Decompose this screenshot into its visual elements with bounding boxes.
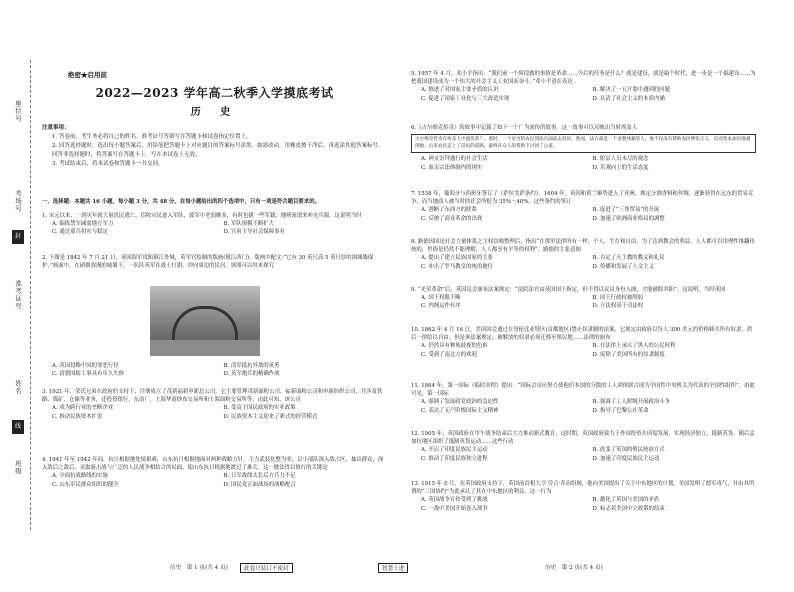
option: C. 一战中美国开始卷入战争	[421, 505, 488, 512]
question-stem: 10. 1862 年 4 月 16 日，美国国会通过在哥伦比亚特区(首都地区)禁止奴隶制的法案，它规定由政府以每人 300 美元的价格赎买所有奴隶，然后一律给以自由。但是该法案规定，被解放的奴隶必须迁移至殖民地……法律的颁布	[411, 327, 753, 342]
option: B. 促进了“三角贸易”的开展	[592, 207, 660, 214]
option: D. 立法权高于司法权	[592, 303, 644, 310]
option: A. 国王权限不断	[421, 295, 461, 302]
option: D. 认清了社会主义的本质内涵	[592, 95, 665, 102]
question-stem: 13. 1915 年 5 月，在英国政府支持下，英国前首相大卫·劳合·乔治组阁，他向美国提出了关于中东地区的计划。美国发明了德军毒气，并由其所谓的“三国协约”为此承认了其在中东地区的利益。这一行为	[411, 481, 755, 496]
notice-section	[42, 124, 387, 169]
binding-strip	[8, 60, 34, 530]
right-page-number: 历史 第 2 页(共 4 页)	[545, 565, 603, 571]
left-page-number: 历史 第 1 页(共 4 页)	[170, 565, 228, 571]
question-8	[411, 238, 756, 271]
question-7	[411, 190, 756, 223]
question-stem: 1. 宋元以来，一到灾年就大量饥民逃亡，招收灾民进入军队，致军中老弱颇多，有时也挑一些军籍，地痞流氓来补充兵源。这说明当时	[42, 213, 362, 219]
question-stem: 8. 路德因国是社会力量体系之主权结构整理后，指出“在那里法律所有一样，个人，生存和自由，为了达到教会的利益，人人都可以用理性推翻传统的，世俗是仍然不能理解，人人都享有平等的权利”。路德的主张意图	[411, 239, 755, 254]
option: A. 全面抗战路线的实施	[52, 473, 108, 480]
question-stem: 11. 1864 年，第一国际《临时章程》提出：“国际会员应努力使他们本国的分散的工人团体联合成为全国性中央机关为代表的全国性组织”。由此可见，第一国际	[411, 383, 755, 398]
question-stem: 5. 1957 年 4 月，邓小平指出：“我们前一个阶段做的事情是革命……今后的任务是什么？就是建设，就是搞个时代，进一步是一个搞建设……为把我国建设成为一个伟大的社会主义工业国而奋斗。”邓小平意在表达	[411, 71, 756, 86]
question-stem: 12. 1905 年，英国政府在甲午战争结束后大力推动新式教育，这时期，英国政府致力于外国投资在印度发展，实现经济独立，抵制英货。随后孟加拉地区组织了抵制英货运动……这些行动	[411, 431, 755, 446]
option: D. 乐观向上的生活态度	[592, 164, 649, 171]
seat-number-label: 座位号	[14, 100, 22, 123]
question-3	[42, 388, 387, 421]
question-stem: 2. 下图是 1842 年 7 月 21 日，英国海军攻陷镇江外城，英军官绘制的版画(镇江西门)。版画中配文:“它有 30 英尺高 5 英尺厚的围城墙保护，”画面中，在硝烟弥漫的城墙下，一队队英军在战士打旗，冲向周边的民居。该图可以用来探究	[42, 255, 374, 270]
option: A. 推进了对国家主要矛盾的认识	[421, 87, 499, 94]
option: B. 在法律上承认了黑人的公民权利	[592, 343, 676, 350]
option: D. 民族资本主义迎来了新式的经营模式	[223, 413, 318, 420]
candidate-number-label: 准考证号	[14, 280, 22, 310]
notice-item: 2. 回答选择题时，选出每小题答案后，用铅笔把答题卡上对应题目的答案标号涂黑。如需改动，用橡皮擦干净后，再选涂其他答案标号。回答非选择题时，将答案写在答题卡上。写在本试卷上无效。	[52, 143, 384, 158]
option: D. 英军炮兵的精确作战	[223, 371, 280, 378]
notice-item: 3. 考试结束后，将本试卷和答题卡一并交回。	[52, 161, 164, 167]
option: C. 反映了商业革命的出现	[421, 215, 483, 222]
exam-room-label: 考场号	[14, 190, 22, 213]
option: A. 成为跨行业的垄断企业	[52, 405, 114, 412]
option: C. 内阁运作有序	[421, 303, 461, 310]
option: D. 指导了巴黎公社革命	[592, 407, 649, 414]
secret-mark: 绝密★启用前	[68, 71, 107, 79]
class-label: 班级	[14, 460, 22, 475]
question-6	[411, 124, 756, 172]
quote-box: 古尔维克传奇在埃及人中流传甚广。那时，一个贫穷的农民到法官面前去投诉。然而，法官却是一个贪婪残暴的人。他不仅没有帮助农民伸张正义，反而变本加厉地剥削他。后来农民走上了反抗的道路，最终在众人的帮助下讨回了公道。	[411, 134, 756, 153]
option: D. 废除了美国所有的奴隶制度	[592, 351, 665, 358]
subject-title: 历 史	[190, 107, 239, 118]
option: A. 强调了发展政党政治的急迫性	[421, 399, 499, 406]
option: C. 推动民族资本扩张	[52, 413, 103, 420]
question-10	[411, 326, 756, 359]
brand-mark: 智慧上进	[378, 563, 408, 573]
question-1	[42, 212, 387, 237]
option: B. 受益于国民政府的实业政策	[223, 405, 296, 412]
seal-block: 封	[12, 230, 24, 244]
option: C. 通过募兵弭灾与稳定	[52, 229, 108, 236]
question-12	[411, 430, 756, 463]
option: C. 推动了印度民族独立进程	[421, 455, 488, 462]
option: B. 军队规模不断扩大	[223, 221, 275, 228]
question-9	[411, 286, 756, 311]
option: B. 清军抵抗外敌的英勇	[223, 363, 280, 369]
name-label: 姓名	[14, 380, 22, 395]
question-4	[42, 456, 387, 489]
no-seal-note: 此卷只装订不密封	[240, 563, 293, 573]
question-2	[42, 254, 387, 270]
option: B. 激化了英国与美国的矛盾	[592, 497, 660, 504]
option: A. 仍然具有种族歧视的色彩	[421, 343, 488, 350]
binding-line	[30, 60, 31, 530]
option: D. 加速了欧洲商业格局的调整	[592, 215, 665, 222]
option: D. 加速了印度民族民主运动	[592, 455, 660, 462]
option: A. 开启了印度民族民主运动	[421, 447, 488, 454]
option: B. 日军战线太长后方兵力不足	[223, 473, 296, 480]
river-water	[150, 340, 260, 356]
notice-heading: 注意事项：	[42, 125, 70, 131]
option: B. 否定了天主教的教义和礼仪	[592, 255, 665, 262]
option: A. 神灵崇拜盛行的社会生活	[421, 156, 488, 163]
line-block: 线	[12, 420, 24, 434]
option: B. 强调了工人阶级开展政治斗争	[592, 399, 670, 406]
option: C. 清朝国防工事具有年久失修	[52, 371, 125, 378]
engraving-picture	[150, 286, 260, 356]
option: C. 表达了无产阶级国际主义精神	[421, 407, 499, 414]
option: B. 改变了英国的殖民统治方式	[592, 447, 665, 454]
city-gate-arch	[172, 306, 238, 341]
option: D. 传播和发展了人文主义	[592, 263, 654, 270]
option: A. 割断了东西方的联系	[421, 207, 477, 214]
option: D. 标志着美国中立政策的结束	[592, 505, 665, 512]
exam-title: 2022—2023 学年高二秋季入学摸底考试	[95, 86, 334, 100]
question-stem: 6.《古尔维克传奇》的故事中记载了如下一个广为流传的故事。这一故事可以反映出当时埃及人	[411, 125, 638, 131]
option: B. 国王行政权被削弱	[592, 295, 644, 302]
option: A. 英国战争宣传受到了挑战	[421, 497, 488, 504]
question-stem: 3. 1921 年，荣氏兄弟在政府的支持下，注册成立了茂新福新申新总公司。它主要管理茂新面粉公司、福新面粉公司和申新纺织公司，并涉及铁路、煤矿、仓储等业务，还投资银行，东南厂，上海华商纱布交易所和上海面粉交易所等。由此可知，该公司	[42, 389, 383, 404]
question-11	[411, 382, 756, 415]
option: C. 受到了南北方的欢迎	[421, 351, 477, 358]
option: D. 官府主导社会保障事业	[223, 229, 285, 236]
option: A. 英国侵略中国的罪恶行径	[52, 363, 119, 369]
option: A. 提出了建立民族国家的主张	[421, 255, 494, 262]
option: C. 冲击了罗马教皇的统治地位	[421, 263, 494, 270]
question-stem: 9. “光荣革命”后，英国议会颁布法案规定：“法院法官由英国国王指定，但不得以议员身份入阁，才能被除其职”。这说明，当时英国	[411, 287, 726, 293]
notice-item: 1. 答卷前，考生务必将自己的姓名、准考证号等填写在答题卡和试卷指定位置上。	[52, 134, 252, 140]
option: C. 山东军民群众组织的健全	[52, 481, 119, 488]
question-5	[411, 70, 756, 103]
option: A. 编练禁军减弱地方军力	[52, 221, 114, 228]
option: D. 国民党正面战场的战略配合	[223, 481, 296, 488]
option: B. 解决了一五计划中遇到的问题	[592, 87, 670, 94]
question-13	[411, 480, 756, 513]
option: B. 阶层人员未尽的观念	[592, 156, 649, 163]
question-2-options	[42, 362, 387, 378]
section-heading: 一、选择题：本题共 16 小题，每小题 3 分，共 48 分。在每小题给出的四个选项中，只有一项是符合题目要求的。	[42, 199, 320, 205]
option: C. 血亲宗法体制内的现实	[421, 164, 483, 171]
question-stem: 7. 1538 年，葡萄牙与西班牙签订了《萨拉戈萨条约》。1604 年，英国和荷兰顺势进入了亚洲，规定分割香料和丝绸，逐渐获得在远东的贸易竞争，而当地商人被当时的社会所贬为 35%～40%。这些条约的签订	[411, 191, 754, 206]
option: C. 促进了国家工业化与三大改造实现	[421, 95, 510, 102]
question-stem: 4. 1941 年至 1942 年间，抗日根据地处境艰难，山东抗日根据地面对两种战略方针，主力武装化整为零，以小部队深入敌占区，抽出群众，深入敌后之敌后，采取游击战与广泛的人民战争相结合的局面，使山东抗日根据地渡过了难关。这一做法得以推行的关键是	[42, 457, 384, 472]
